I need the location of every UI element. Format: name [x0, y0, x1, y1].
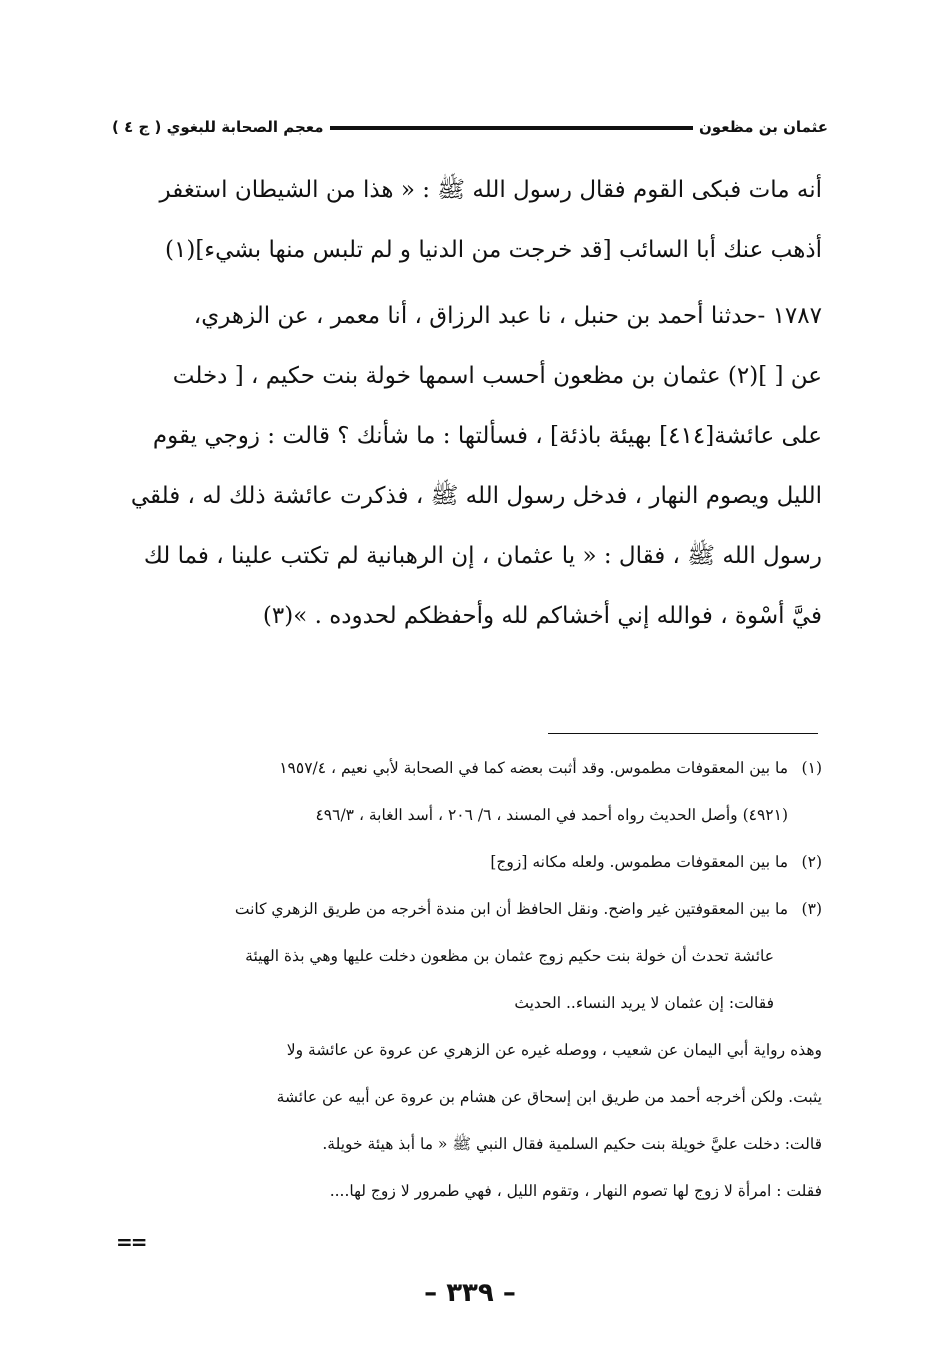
header-rule — [330, 126, 693, 130]
footnote-line: ما بين المعقوفتين غير واضح. ونقل الحافظ أن ابن مندة أخرجه من طريق الزهري كانت — [234, 900, 788, 918]
main-text — [110, 160, 822, 646]
footnote-line: (٤٩٢١) وأصل الحديث رواه أحمد في المسند ، ٦/ ٢٠٦ ، أسد الغابة ، ٤٩٦/٣ — [315, 806, 788, 824]
text-line: الليل ويصوم النهار ، فدخل رسول الله ﷺ ، فذكرت عائشة ذلك له ، فلقي — [130, 483, 822, 509]
page-number: – ٣٣٩ – — [424, 1278, 516, 1308]
continuation-mark: == — [116, 1230, 146, 1254]
text-line: رسول الله ﷺ ، فقال : « يا عثمان ، إن الرهبانية لم تكتب علينا ، فما لك — [143, 543, 822, 569]
text-line: ١٧٨٧ -حدثنا أحمد بن حنبل ، نا عبد الرزاق ، أنا معمر ، عن الزهري، — [193, 303, 822, 329]
text-line: أنه مات فبكى القوم فقال رسول الله ﷺ : « هذا من الشيطان استغفر — [159, 177, 822, 203]
footnote-2 — [112, 839, 822, 886]
text-line: فيَّ أسْوة ، فوالله إني أخشاكم لله وأحفظكم لحدوده . »(٣) — [262, 603, 822, 629]
footnote-line: عائشة تحدث أن خولة بنت حكيم زوج عثمان بن مظعون دخلت عليها وهي بذة الهيئة — [245, 947, 774, 965]
footnote-3-continuation — [112, 1027, 822, 1215]
text-line: على عائشة[٤١٤] بهيئة باذئة] ، فسألتها : ما شأنك ؟ قالت : زوجي يقوم — [152, 423, 822, 449]
running-header — [112, 112, 828, 142]
footnote-line: فقلت : امرأة لا زوج لها تصوم النهار ، وتقوم الليل ، فهي طمرور لا زوج لها.... — [329, 1182, 822, 1200]
footnote-number: (٣) — [801, 900, 822, 918]
footnote-1 — [112, 745, 822, 839]
text-line: عن [ ](٢) عثمان بن مظعون أحسب اسمها خولة بنت حكيم ، [ دخلت — [172, 363, 822, 389]
footnote-line: وهذه رواية أبي اليمان عن شعيب ، ووصله غيره عن الزهري عن عروة عن عائشة ولا — [286, 1041, 822, 1059]
footnote-line: قالت: دخلت عليَّ خويلة بنت حكيم السلمية فقال النبي ﷺ « ما أبذ هيئة خويلة. — [322, 1135, 822, 1153]
footnote-number: (١) — [801, 759, 822, 777]
footnote-3 — [112, 886, 822, 933]
footnote-line: يثبت. ولكن أخرجه أحمد من طريق ابن إسحاق عن هشام بن عروة عن أبيه عن عائشة — [276, 1088, 822, 1106]
footnote-line: ما بين المعقوفات مطموس. ولعله مكانه [زوج] — [490, 853, 788, 871]
footnote-separator — [548, 733, 818, 734]
footnote-3-quote — [112, 933, 822, 1027]
header-entry-name: عثمان بن مظعون — [698, 118, 828, 136]
footnote-line: فقالت: إن عثمان لا يريد النساء.. الحديث — [514, 994, 774, 1012]
footnote-number: (٢) — [801, 853, 822, 871]
text-line: أذهب عنك أبا السائب [قد خرجت من الدنيا و لم تلبس منها بشيء](١) — [165, 237, 822, 263]
footnotes — [112, 745, 822, 1215]
header-book-title: معجم الصحابة للبغوي ( ج ٤ ) — [112, 118, 324, 136]
footnote-line: ما بين المعقوفات مطموس. وقد أثبت بعضه كما في الصحابة لأبي نعيم ، ١٩٥٧/٤ — [279, 759, 788, 777]
hadith-1787 — [110, 286, 822, 646]
